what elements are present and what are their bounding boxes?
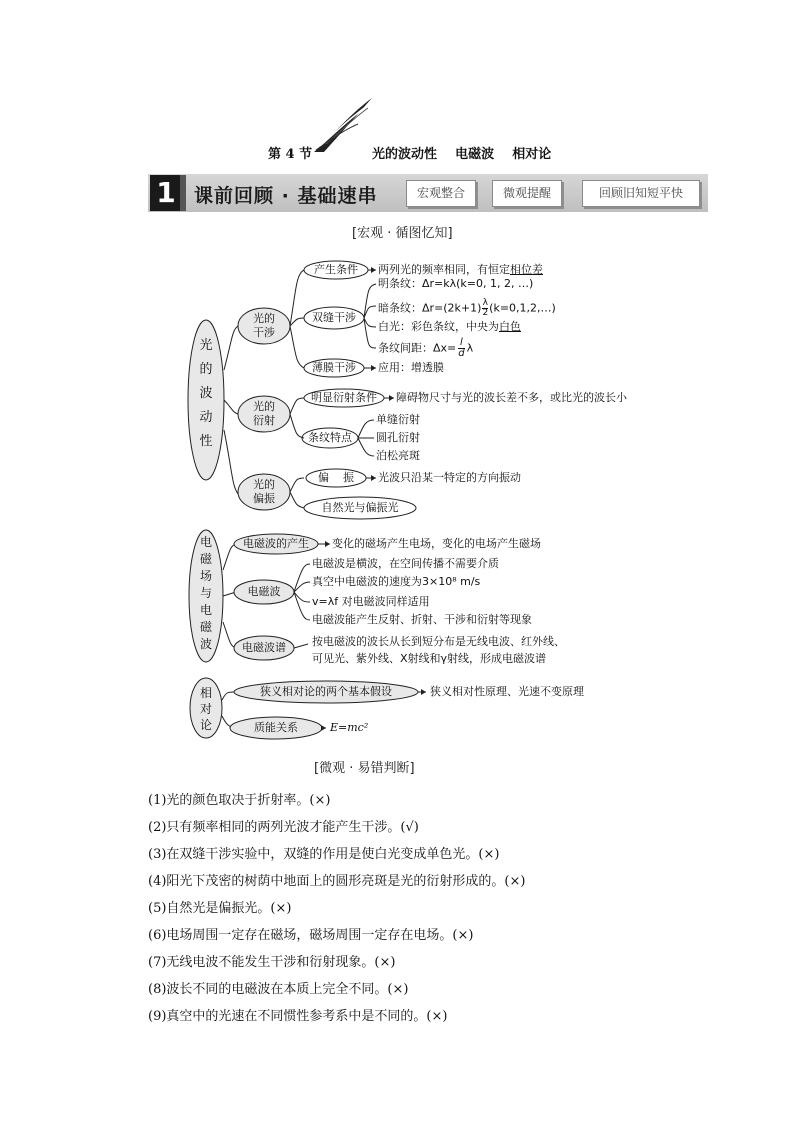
node-em-wave: 电磁波 — [247, 585, 281, 598]
mass-energy-formula: E=mc² — [330, 721, 369, 734]
banner-title: 课前回顾 · 基础速串 — [194, 185, 378, 207]
white-light-fringe: 白光：彩色条纹，中央为白色 — [378, 320, 521, 333]
tab-macro-summary[interactable]: 宏观整合 — [406, 180, 476, 207]
node-mass-energy: 质能关系 — [254, 721, 298, 734]
node-em-generation: 电磁波的产生 — [243, 537, 309, 550]
node-diffraction: 光的 衍射 — [253, 400, 275, 427]
banner-number-badge: 1 — [150, 175, 182, 211]
interference-condition-text: 两列光的频率相同，有恒定相位差 — [378, 263, 543, 276]
mind-map — [180, 250, 650, 740]
node-polarization-def: 偏 振 — [318, 471, 354, 484]
judgement-item: (1)光的颜色取决于折射率。(×) — [148, 793, 331, 808]
section-number: 第 4 节 — [268, 147, 313, 162]
swoosh-logo-icon — [312, 96, 374, 154]
node-double-slit: 双缝干涉 — [312, 311, 356, 324]
judgement-item: (5)自然光是偏振光。(×) — [148, 901, 292, 916]
root-em-field-wave: 电 磁 场 与 电 磁 波 — [199, 535, 212, 651]
root-relativity: 相 对 论 — [199, 686, 212, 732]
node-polarization: 光的 偏振 — [253, 478, 275, 505]
root-wave-nature: 光 的 波 动 性 — [199, 338, 213, 449]
em-spectrum-line2: 可见光、紫外线、X射线和γ射线，形成电磁波谱 — [312, 652, 547, 665]
judgement-item: (7)无线电波不能发生干涉和衍射现象。(×) — [148, 955, 396, 970]
relativity-postulates-text: 狭义相对性原理、光速不变原理 — [430, 685, 584, 698]
node-interference-condition: 产生条件 — [314, 263, 358, 276]
em-wave-phenomena: 电磁波能产生反射、折射、干涉和衍射等现象 — [312, 613, 532, 626]
thin-film-application: 应用：增透膜 — [378, 361, 444, 374]
judgement-item: (3)在双缝干涉实验中，双缝的作用是使白光变成单色光。(×) — [148, 847, 500, 862]
single-slit-diffraction: 单缝衍射 — [376, 413, 420, 426]
diffraction-condition-text: 障碍物尺寸与光的波长差不多，或比光的波长小 — [396, 391, 627, 404]
macro-caption: [宏观 · 循图忆知] — [352, 226, 453, 241]
circular-hole-diffraction: 圆孔衍射 — [376, 431, 420, 444]
node-relativity-postulates: 狭义相对论的两个基本假设 — [260, 685, 392, 698]
bright-fringe-formula: 明条纹：Δr=kλ(k=0, 1, 2, …) — [378, 277, 534, 290]
polarization-definition: 光波只沿某一特定的方向振动 — [378, 471, 521, 484]
em-wave-speed: 真空中电磁波的速度为3×10⁸ m/s — [312, 575, 481, 588]
tab-micro-reminder[interactable]: 微观提醒 — [492, 180, 562, 207]
judgement-item: (4)阳光下茂密的树荫中地面上的圆形亮斑是光的衍射形成的。(×) — [148, 874, 526, 889]
judgement-item: (2)只有频率相同的两列光波才能产生干涉。(√) — [148, 820, 419, 835]
node-diffraction-condition: 明显衍射条件 — [311, 391, 377, 404]
em-spectrum-line1: 按电磁波的波长从长到短分布是无线电波、红外线、 — [312, 635, 565, 648]
node-natural-polarized-light: 自然光与偏振光 — [321, 501, 399, 514]
micro-caption: [微观 · 易错判断] — [314, 761, 415, 776]
node-diffraction-pattern: 条纹特点 — [308, 431, 352, 444]
tab-review[interactable]: 回顾旧知短平快 — [582, 180, 700, 207]
judgement-item: (9)真空中的光速在不同惯性参考系中是不同的。(×) — [148, 1009, 448, 1024]
em-generation-text: 变化的磁场产生电场，变化的电场产生磁场 — [332, 537, 541, 550]
section-title: 光的波动性 电磁波 相对论 — [372, 147, 552, 162]
em-wave-transverse: 电磁波是横波，在空间传播不需要介质 — [312, 557, 499, 570]
judgement-item: (8)波长不同的电磁波在本质上完全不同。(×) — [148, 982, 409, 997]
node-interference: 光的 干涉 — [253, 312, 275, 339]
dark-fringe-formula: 暗条纹：Δr=(2k+1) $\frac{\lambda}{2}$ (k=0,1,2,…) — [378, 298, 556, 318]
judgement-item: (6)电场周围一定存在磁场，磁场周围一定存在电场。(×) — [148, 928, 474, 943]
fringe-spacing-formula: 条纹间距：Δx= $\frac{l}{d}$ λ — [378, 337, 474, 359]
node-thin-film: 薄膜干涉 — [312, 361, 356, 374]
banner-number-stripe — [180, 175, 186, 211]
node-em-spectrum: 电磁波谱 — [242, 641, 286, 654]
em-wave-formula: v=λf 对电磁波同样适用 — [312, 595, 430, 608]
poisson-spot: 泊松亮斑 — [376, 449, 420, 462]
